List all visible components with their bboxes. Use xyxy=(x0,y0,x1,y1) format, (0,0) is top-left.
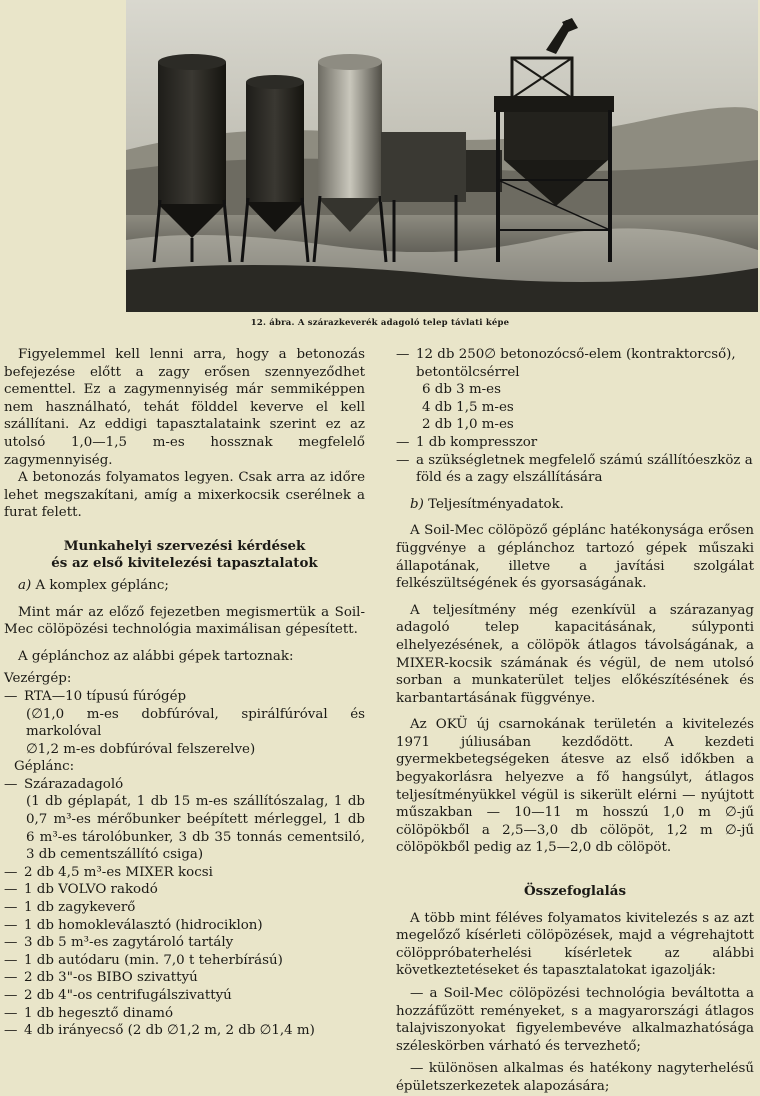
list-dash: — xyxy=(4,864,18,880)
subsection-b-text: Teljesítményadatok. xyxy=(428,496,564,512)
list-item xyxy=(4,917,365,935)
list-item xyxy=(4,934,365,952)
list-item xyxy=(4,952,365,970)
list-text: a szükségletnek megfelelő számú szállítóeszköz a föld és a zagy elszállítására xyxy=(416,452,753,486)
list-dash: — xyxy=(396,452,410,468)
list-text: 2 db 3"-os BIBO szivattyú xyxy=(24,970,198,986)
list-item xyxy=(4,969,365,987)
paragraph: Az OKÜ új csarnokának területén a kivitelezés 1971 júliusában kezdődött. A kezdeti gyermekbetegségeken átesve az első időkben a begyakorlásra helyezve a fő hangsúlyt, átlagos teljesítményükkel végül is sikerült elérni — nyújtott műszakban — 10—11 m hosszú 1,0 m ∅-jű cölöpökből a 2,5—3,0 db cölöpöt, 1,2 m ∅-jű cölöpökből pedig az 1,5—2,0 db cölöpöt. xyxy=(396,717,754,856)
paragraph: — a Soil-Mec cölöpözési technológia beváltotta a hozzáfűzött reményeket, s a magyarországi átlagos talajviszonyokat figyelembevéve alkalmazhatósága széleskörben várható és tervezhető; xyxy=(396,986,754,1054)
vezergep-label: Vezérgép: xyxy=(4,671,72,687)
list-text: 2 db 4,5 m³-es MIXER kocsi xyxy=(24,864,213,880)
list-text: 3 db 5 m³-es zagytároló tartály xyxy=(24,935,234,951)
list-text: 2 db 4"-os centrifugálszivattyú xyxy=(24,988,232,1003)
list-text: Szárazadagoló xyxy=(24,776,124,792)
list-dash: — xyxy=(4,970,18,986)
list-dash: — xyxy=(4,917,18,933)
list-text: 1 db hegesztő dinamó xyxy=(24,1005,174,1021)
list-item xyxy=(4,1022,365,1040)
list-dash: — xyxy=(4,900,18,916)
section-heading-line1: Munkahelyi szervezési kérdések xyxy=(63,537,306,554)
list-text: 1 db VOLVO rakodó xyxy=(24,882,158,898)
intro-paragraph-2: A betonozás folyamatos legyen. Csak arra az időre lehet megszakítani, amíg a mixerkocsik cserélnek a furat felett. xyxy=(4,470,365,521)
intro-paragraph: Figyelemmel kell lenni arra, hogy a betonozás befejezése előtt a zagy erősen szennyeződhet cementtel. Ez a zagymennyiség már semmiképpen nem használható, tehát földdel keverve el kell szállítani. Az eddigi tapasztalataink szerint ez az utolsó 1,0—1,5 m-es hossznak megfelelő zagymennyiség. xyxy=(4,347,365,468)
summary-heading: Összefoglalás xyxy=(524,883,626,900)
silo-plant-photo xyxy=(126,0,758,312)
list-detail: ∅1,2 m-es dobfúróval felszerelve) xyxy=(26,741,256,757)
paragraph-a: Mint már az előző fejezetben megismertük a Soil-Mec cölöpözési technológia maximálisan gépesített. xyxy=(4,604,365,638)
list-dash: — xyxy=(4,952,18,968)
list-item xyxy=(4,688,365,706)
subsection-b-label: b) xyxy=(410,496,424,512)
list-detail: 4 db 1,5 m-es xyxy=(422,399,514,415)
left-column xyxy=(4,346,365,1040)
list-dash: — xyxy=(4,882,18,898)
section-heading xyxy=(4,538,365,572)
list-item xyxy=(4,776,365,794)
list-item xyxy=(4,987,365,1005)
list-detail: 6 db 3 m-es xyxy=(422,382,501,398)
paragraph: A több mint féléves folyamatos kivitelezés s az azt megelőző kísérleti cölöpözések, majd a végrehajtott cölöppróbaterhelési kísérletek az alábbi következtetéseket és tapasztalatokat igazolják: xyxy=(396,910,754,979)
list-text: 1 db homokleválasztó (hidrociklon) xyxy=(24,917,263,933)
list-detail: (∅1,0 m-es dobfúróval, spirálfúróval és markolóval xyxy=(26,706,365,740)
list-dash: — xyxy=(4,935,18,951)
list-item xyxy=(4,899,365,917)
paragraph: A teljesítmény még ezenkívül a szárazanyag adagoló telep kapacitásának, súlyponti elhelyezésének, a cölöpök átlagos távolságának, a MIXER-kocsik számának és végül, de nem utolsó sorban a munkaterület teljes előkészítésének és karbantartásának függvénye. xyxy=(396,602,754,706)
list-item xyxy=(396,434,754,452)
list-detail: (1 db géplapát, 1 db 15 m-es szállítószalag, 1 db 0,7 m³-es mérőbunker beépített mérleggel, 1 db 6 m³-es tárolóbunker, 3 db 35 tonnás cementsiló, 3 db cementszállító csiga) xyxy=(26,794,365,863)
subsection-a-text: A komplex géplánc; xyxy=(35,577,169,593)
paragraph: A Soil-Mec cölöpöző géplánc hatékonysága erősen függvénye a géplánchoz tartozó gépek műszaki állapotának, illetve a javítási szolgálat felkészültségének és gyorsaságának. xyxy=(396,523,754,592)
list-text: RTA—10 típusú fúrógép xyxy=(24,688,187,704)
list-dash: — xyxy=(4,1023,18,1039)
list-dash: — xyxy=(4,688,18,704)
list-item xyxy=(4,1005,365,1023)
list-dash: — xyxy=(396,434,410,450)
list-text: 1 db kompresszor xyxy=(416,434,538,450)
list-dash: — xyxy=(4,776,18,792)
list-text: 4 db irányecső (2 db ∅1,2 m, 2 db ∅1,4 m) xyxy=(24,1023,315,1039)
right-column xyxy=(396,346,754,1096)
list-dash: — xyxy=(4,1005,18,1021)
list-detail: 2 db 1,0 m-es xyxy=(422,417,514,433)
subsection-a-title xyxy=(4,577,365,595)
paragraph-b: A géplánchoz az alábbi gépek tartoznak: xyxy=(18,648,294,664)
list-item xyxy=(4,881,365,899)
geplanc-label: Géplánc: xyxy=(14,759,75,775)
figure-photo xyxy=(126,0,758,312)
list-item xyxy=(396,346,754,381)
subsection-a-label: a) xyxy=(18,577,32,593)
figure-caption: 12. ábra. A szárazkeverék adagoló telep távlati képe xyxy=(250,318,510,328)
list-dash: — xyxy=(4,988,18,1003)
subsection-b-title xyxy=(396,496,754,514)
list-item xyxy=(4,864,365,882)
list-text: 12 db 250∅ betonozócső-elem (kontraktorcső), betontölcsérrel xyxy=(416,347,736,380)
list-dash: — xyxy=(396,347,410,362)
list-text: 1 db autódaru (min. 7,0 t teherbírású) xyxy=(24,952,283,968)
section-heading-line2: és az első kivitelezési tapasztalatok xyxy=(51,554,318,571)
paragraph: — különösen alkalmas és hatékony nagyterhelésű épületszerkezetek alapozására; xyxy=(396,1061,754,1094)
list-item xyxy=(396,452,754,487)
list-text: 1 db zagykeverő xyxy=(24,900,136,916)
